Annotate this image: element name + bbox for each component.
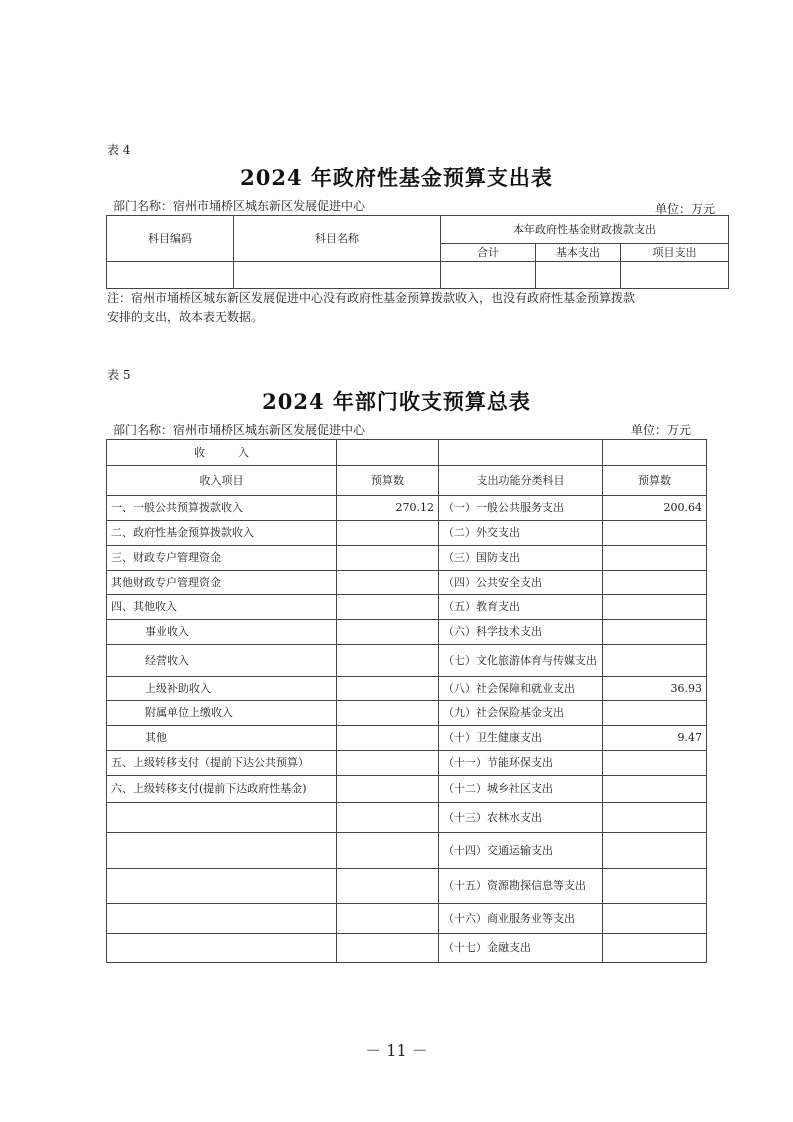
table-row bbox=[107, 571, 707, 595]
income-amount-cell bbox=[337, 869, 439, 904]
table-row bbox=[107, 496, 707, 521]
expense-amount-cell bbox=[603, 934, 707, 963]
table5-label: 表 5 bbox=[107, 368, 131, 382]
expense-item-cell: （五）教育支出 bbox=[439, 595, 603, 620]
expense-amount-cell bbox=[603, 869, 707, 904]
cell-empty bbox=[234, 262, 441, 289]
page-number: － 11 － bbox=[365, 1041, 428, 1060]
income-item-cell: 二、政府性基金预算拨款收入 bbox=[107, 521, 337, 546]
header-basic-expense: 基本支出 bbox=[536, 244, 621, 262]
table-row bbox=[107, 262, 729, 289]
header-fund-expense-group: 本年政府性基金财政拨款支出 bbox=[441, 216, 729, 244]
income-amount-cell bbox=[337, 726, 439, 751]
table-row bbox=[107, 934, 707, 963]
table-row bbox=[107, 701, 707, 726]
header-income-item: 收入项目 bbox=[107, 466, 337, 496]
income-amount-cell bbox=[337, 521, 439, 546]
income-item-cell: 六、上级转移支付(提前下达政府性基金) bbox=[107, 776, 337, 803]
table-row bbox=[107, 620, 707, 645]
expense-amount-cell bbox=[603, 904, 707, 934]
income-amount-cell bbox=[337, 833, 439, 869]
income-amount-cell bbox=[337, 571, 439, 595]
table5-department: 部门名称：宿州市埇桥区城东新区发展促进中心 bbox=[113, 423, 366, 437]
expense-item-cell: （十二）城乡社区支出 bbox=[439, 776, 603, 803]
expense-amount-cell bbox=[603, 595, 707, 620]
income-item-cell: 事业收入 bbox=[107, 620, 337, 645]
expense-item-cell: （十五）资源勘探信息等支出 bbox=[439, 869, 603, 904]
expense-item-cell: （三）国防支出 bbox=[439, 546, 603, 571]
table5-title: 2024 年部门收支预算总表 bbox=[262, 389, 531, 414]
header-project-expense: 项目支出 bbox=[621, 244, 729, 262]
table4-title: 2024 年政府性基金预算支出表 bbox=[240, 165, 553, 190]
table5-unit: 单位：万元 bbox=[631, 423, 692, 437]
income-item-cell: 三、财政专户管理资金 bbox=[107, 546, 337, 571]
table4-label: 表 4 bbox=[107, 143, 131, 157]
income-amount-cell bbox=[337, 751, 439, 776]
expense-item-cell: （一）一般公共服务支出 bbox=[439, 496, 603, 521]
expense-amount-cell bbox=[603, 833, 707, 869]
table-row bbox=[107, 521, 707, 546]
income-item-cell: 四、其他收入 bbox=[107, 595, 337, 620]
income-item-cell: 五、上级转移支付（提前下达公共预算） bbox=[107, 751, 337, 776]
expense-amount-cell bbox=[603, 776, 707, 803]
income-amount-cell bbox=[337, 645, 439, 677]
table-row bbox=[107, 776, 707, 803]
expense-amount-cell bbox=[603, 701, 707, 726]
expense-item-cell: （十一）节能环保支出 bbox=[439, 751, 603, 776]
expense-item-cell: （四）公共安全支出 bbox=[439, 571, 603, 595]
group-header-income: 收 入 bbox=[107, 440, 337, 466]
table-row bbox=[107, 726, 707, 751]
expense-item-cell: （十三）农林水支出 bbox=[439, 803, 603, 833]
table-row bbox=[107, 869, 707, 904]
income-item-cell: 其他 bbox=[107, 726, 337, 751]
table4-note bbox=[107, 289, 635, 327]
table-row bbox=[107, 645, 707, 677]
income-item-cell bbox=[107, 803, 337, 833]
income-item-cell: 经营收入 bbox=[107, 645, 337, 677]
expense-amount-cell: 36.93 bbox=[603, 677, 707, 701]
expense-amount-cell: 9.47 bbox=[603, 726, 707, 751]
table5 bbox=[106, 439, 707, 963]
table-row bbox=[107, 677, 707, 701]
income-item-cell: 附属单位上缴收入 bbox=[107, 701, 337, 726]
header-total: 合计 bbox=[441, 244, 536, 262]
cell-empty bbox=[439, 440, 603, 466]
income-item-cell bbox=[107, 934, 337, 963]
table4-unit: 单位：万元 bbox=[655, 202, 716, 216]
income-item-cell: 一、一般公共预算拨款收入 bbox=[107, 496, 337, 521]
cell-empty bbox=[536, 262, 621, 289]
income-item-cell bbox=[107, 904, 337, 934]
income-amount-cell bbox=[337, 595, 439, 620]
expense-amount-cell bbox=[603, 645, 707, 677]
table-row bbox=[107, 546, 707, 571]
note-line-1: 注：宿州市埇桥区城东新区发展促进中心没有政府性基金预算拨款收入，也没有政府性基金预算拨款 bbox=[107, 291, 636, 305]
table4 bbox=[106, 215, 729, 289]
cell-empty bbox=[603, 440, 707, 466]
header-expense-item: 支出功能分类科目 bbox=[439, 466, 603, 496]
header-income-budget: 预算数 bbox=[337, 466, 439, 496]
income-amount-cell bbox=[337, 803, 439, 833]
expense-item-cell: （十七）金融支出 bbox=[439, 934, 603, 963]
expense-item-cell: （二）外交支出 bbox=[439, 521, 603, 546]
expense-amount-cell bbox=[603, 803, 707, 833]
expense-amount-cell bbox=[603, 521, 707, 546]
cell-empty bbox=[337, 440, 439, 466]
income-amount-cell bbox=[337, 546, 439, 571]
income-amount-cell bbox=[337, 677, 439, 701]
cell-empty bbox=[441, 262, 536, 289]
table-row bbox=[107, 904, 707, 934]
expense-amount-cell bbox=[603, 620, 707, 645]
income-item-cell bbox=[107, 833, 337, 869]
income-amount-cell bbox=[337, 934, 439, 963]
table-row bbox=[107, 751, 707, 776]
cell-empty bbox=[621, 262, 729, 289]
expense-item-cell: （十六）商业服务业等支出 bbox=[439, 904, 603, 934]
table-row bbox=[107, 595, 707, 620]
table4-department: 部门名称：宿州市埇桥区城东新区发展促进中心 bbox=[113, 199, 366, 213]
expense-item-cell: （七）文化旅游体育与传媒支出 bbox=[439, 645, 603, 677]
income-amount-cell: 270.12 bbox=[337, 496, 439, 521]
header-subject-code: 科目编码 bbox=[107, 216, 234, 262]
expense-item-cell: （九）社会保险基金支出 bbox=[439, 701, 603, 726]
income-amount-cell bbox=[337, 620, 439, 645]
table-row bbox=[107, 833, 707, 869]
expense-amount-cell bbox=[603, 751, 707, 776]
table-row bbox=[107, 803, 707, 833]
cell-empty bbox=[107, 262, 234, 289]
expense-item-cell: （八）社会保障和就业支出 bbox=[439, 677, 603, 701]
income-item-cell: 其他财政专户管理资金 bbox=[107, 571, 337, 595]
income-amount-cell bbox=[337, 776, 439, 803]
expense-item-cell: （十四）交通运输支出 bbox=[439, 833, 603, 869]
expense-item-cell: （六）科学技术支出 bbox=[439, 620, 603, 645]
expense-item-cell: （十）卫生健康支出 bbox=[439, 726, 603, 751]
header-expense-budget: 预算数 bbox=[603, 466, 707, 496]
header-subject-name: 科目名称 bbox=[234, 216, 441, 262]
income-item-cell bbox=[107, 869, 337, 904]
income-item-cell: 上级补助收入 bbox=[107, 677, 337, 701]
income-amount-cell bbox=[337, 701, 439, 726]
expense-amount-cell bbox=[603, 546, 707, 571]
note-line-2: 安排的支出，故本表无数据。 bbox=[107, 310, 264, 324]
expense-amount-cell: 200.64 bbox=[603, 496, 707, 521]
expense-amount-cell bbox=[603, 571, 707, 595]
income-amount-cell bbox=[337, 904, 439, 934]
